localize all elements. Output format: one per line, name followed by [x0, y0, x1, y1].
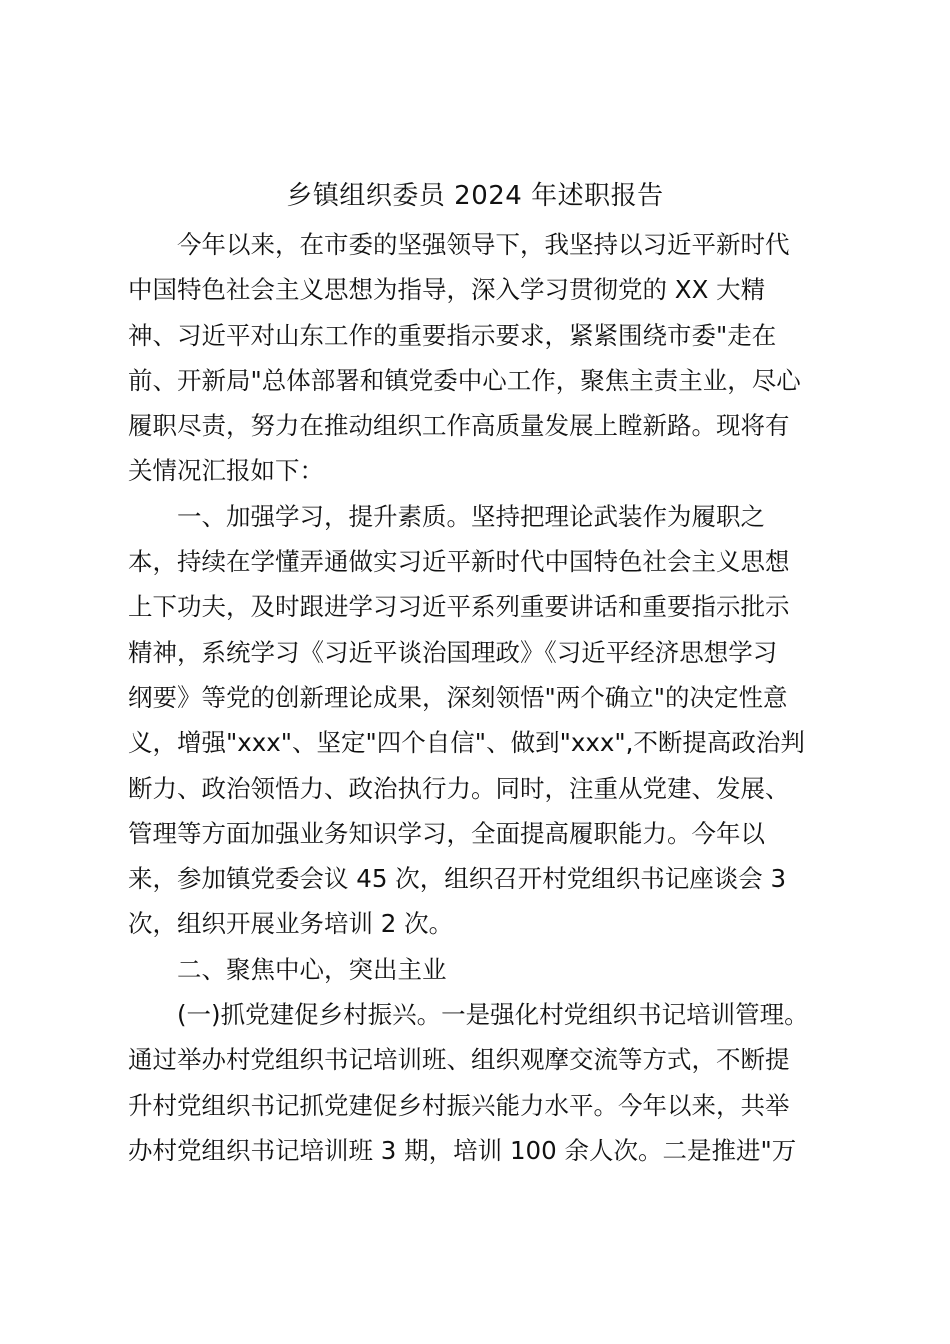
text-line: 上下功夫，及时跟进学习习近平系列重要讲话和重要指示批示: [128, 592, 790, 622]
text-line: 通过举办村党组织书记培训班、组织观摩交流等方式，不断提: [128, 1045, 790, 1075]
text-line: 升村党组织书记抓党建促乡村振兴能力水平。今年以来，共举: [128, 1090, 790, 1120]
text-line: 精神，系统学习《习近平谈治国理政》《习近平经济思想学习: [128, 637, 778, 667]
text-line: (一)抓党建促乡村振兴。一是强化村党组织书记培训管理。: [177, 1000, 809, 1030]
text-line: 中国特色社会主义思想为指导，深入学习贯彻党的 XX 大精: [128, 275, 766, 305]
text-line: 二、聚焦中心，突出主业: [177, 954, 447, 984]
text-line: 纲要》等党的创新理论成果，深刻领悟"两个确立"的决定性意: [128, 682, 788, 712]
text-line: 来，参加镇党委会议 45 次，组织召开村党组织书记座谈会 3: [128, 864, 787, 894]
text-line: 前、开新局"总体部署和镇党委中心工作，聚焦主责主业，尽心: [128, 365, 801, 395]
text-line: 本，持续在学懂弄通做实习近平新时代中国特色社会主义思想: [128, 547, 790, 577]
text-line: 一、加强学习，提升素质。坚持把理论武装作为履职之: [177, 501, 765, 531]
text-line: 今年以来，在市委的坚强领导下，我坚持以习近平新时代: [177, 230, 790, 259]
text-line: 次，组织开展业务培训 2 次。: [128, 909, 454, 939]
text-line: 履职尽责，努力在推动组织工作高质量发展上瞠新路。现将有: [128, 411, 790, 441]
page-title: 乡镇组织委员 2024 年述职报告: [286, 181, 664, 211]
text-line: 管理等方面加强业务知识学习，全面提高履职能力。今年以: [128, 818, 765, 848]
text-line: 办村党组织书记培训班 3 期，培训 100 余人次。二是推进"万: [128, 1135, 797, 1165]
text-line: 关情况汇报如下：: [128, 456, 324, 486]
document-body: [128, 222, 840, 1173]
text-line: 断力、政治领悟力、政治执行力。同时，注重从党建、发展、: [128, 773, 790, 803]
text-line: 义，增强"xxx"、坚定"四个自信"、做到"xxx",不断提高政治判: [128, 728, 805, 758]
text-line: 神、习近平对山东工作的重要指示要求，紧紧围绕市委"走在: [128, 320, 777, 350]
